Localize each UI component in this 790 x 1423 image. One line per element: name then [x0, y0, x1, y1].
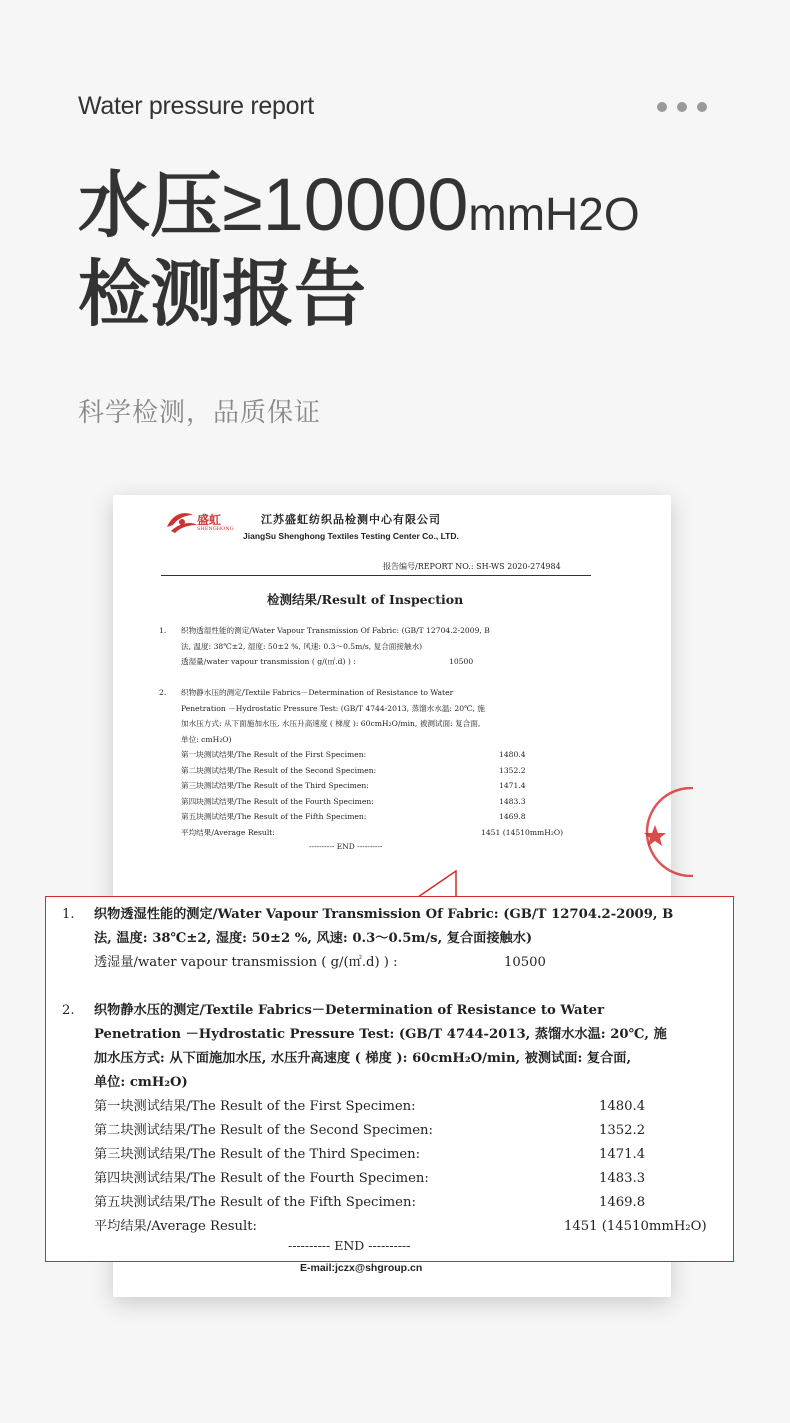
result-row: 第一块测试结果/The Result of the First Specimen: 1480.4: [94, 1099, 646, 1114]
vapour-value: 10500: [449, 657, 474, 666]
inspection-title: 检测结果/Result of Inspection: [267, 592, 464, 607]
result-row: 第五块测试结果/The Result of the Fifth Specimen: 1469.8: [181, 812, 526, 821]
contact-email: E-mail:jczx@shgroup.cn: [300, 1262, 423, 1274]
section-number: 1.: [159, 626, 167, 635]
zoom-section-water-vapour: [62, 903, 722, 975]
page-subtitle: 科学检测，品质保证: [78, 398, 322, 428]
logo-subtitle: SHENGHONG: [197, 526, 234, 532]
report-number: 报告编号/REPORT NO.: SH-WS 2020-274984: [383, 562, 561, 571]
result-row: 第四块测试结果/The Result of the Fourth Specimen: 1483.3: [181, 796, 526, 806]
vapour-label: 透湿量/water vapour transmission ( g/(㎡.d) ) :: [181, 657, 356, 666]
section-line: 单位: cmH₂O): [94, 1075, 188, 1090]
report-header-label: Water pressure report: [78, 92, 314, 120]
more-options-icon[interactable]: [657, 102, 707, 112]
vapour-value: 10500: [504, 955, 546, 970]
section-line: 法, 温度: 38℃±2, 湿度: 50±2 %, 风速: 0.3～0.5m/s, 复合面接触水): [181, 641, 423, 651]
vapour-result-row: [181, 654, 603, 670]
title-line-1: 水压≥10000mmH2O: [78, 163, 640, 247]
zoom-section-hydrostatic: [62, 999, 722, 1239]
section-number: 1.: [62, 907, 75, 922]
average-row: 平均结果/Average Result: 1451 (14510mmH₂O): [94, 1219, 707, 1234]
section-line: 织物透湿性能的测定/Water Vapour Transmission Of Fabric: (GB/T 12704.2-2009, B: [181, 626, 490, 635]
section-line: 织物透湿性能的测定/Water Vapour Transmission Of Fabric: (GB/T 12704.2-2009, B: [94, 907, 674, 922]
zoomed-results-panel: [45, 896, 734, 1262]
company-name-cn: 江苏盛虹纺织品检测中心有限公司: [261, 513, 441, 526]
result-row: 第三块测试结果/The Result of the Third Specimen: 1471.4: [181, 781, 526, 790]
result-row: 第五块测试结果/The Result of the Fifth Specimen: 1469.8: [94, 1195, 646, 1210]
section-water-vapour: [159, 623, 603, 670]
vapour-label: 透湿量/water vapour transmission ( g/(㎡.d) ) :: [94, 955, 398, 970]
average-row: 平均结果/Average Result: 1451 (14510mmH₂O): [181, 827, 564, 837]
result-row: 第三块测试结果/The Result of the Third Specimen: 1471.4: [94, 1147, 646, 1162]
section-line: 法, 温度: 38℃±2, 湿度: 50±2 %, 风速: 0.3～0.5m/s, 复合面接触水): [94, 931, 533, 946]
vapour-result-row: [94, 951, 722, 975]
divider: [161, 575, 591, 576]
section-number: 2.: [62, 1003, 75, 1018]
result-row: 第四块测试结果/The Result of the Fourth Specimen: 1483.3: [94, 1171, 646, 1186]
section-line: 单位: cmH₂O): [181, 734, 232, 744]
dot: [697, 102, 707, 112]
end-marker: ---------- END ----------: [288, 1238, 411, 1253]
section-line: 织物静水压的测定/Textile Fabrics－Determination of Resistance to Water: [94, 1003, 605, 1018]
shenghong-logo-icon: [163, 509, 201, 535]
logo-wordmark: 盛虹: [197, 513, 222, 527]
section-line: 加水压方式: 从下面施加水压, 水压升高速度 ( 梯度 ): 60cmH₂O/min, 被测试面: 复合面,: [181, 719, 481, 728]
section-line: Penetration －Hydrostatic Pressure Test: (GB/T 4744-2013, 蒸馏水水温: 20℃, 施: [94, 1027, 667, 1042]
section-line: Penetration －Hydrostatic Pressure Test: (GB/T 4744-2013, 蒸馏水水温: 20℃, 施: [181, 703, 485, 713]
title-line-2: 检测报告: [78, 252, 367, 336]
result-row: 第二块测试结果/The Result of the Second Specimen: 1352.2: [94, 1123, 646, 1138]
end-marker: ---------- END ----------: [309, 842, 383, 851]
section-line: 加水压方式: 从下面施加水压, 水压升高速度 ( 梯度 ): 60cmH₂O/min, 被测试面: 复合面,: [94, 1051, 632, 1066]
company-name-en: JiangSu Shenghong Textiles Testing Center Co., LTD.: [243, 531, 459, 541]
result-row: 第一块测试结果/The Result of the First Specimen: 1480.4: [181, 750, 526, 759]
section-line: 织物静水压的测定/Textile Fabrics－Determination of Resistance to Water: [181, 688, 454, 697]
callout-pointer-icon: [418, 870, 458, 898]
section-hydrostatic: [159, 685, 603, 840]
dot: [677, 102, 687, 112]
official-seal-icon: [633, 787, 693, 877]
page-title: [78, 165, 640, 334]
dot: [657, 102, 667, 112]
result-row: 第二块测试结果/The Result of the Second Specimen: 1352.2: [181, 765, 526, 775]
section-number: 2.: [159, 688, 167, 697]
